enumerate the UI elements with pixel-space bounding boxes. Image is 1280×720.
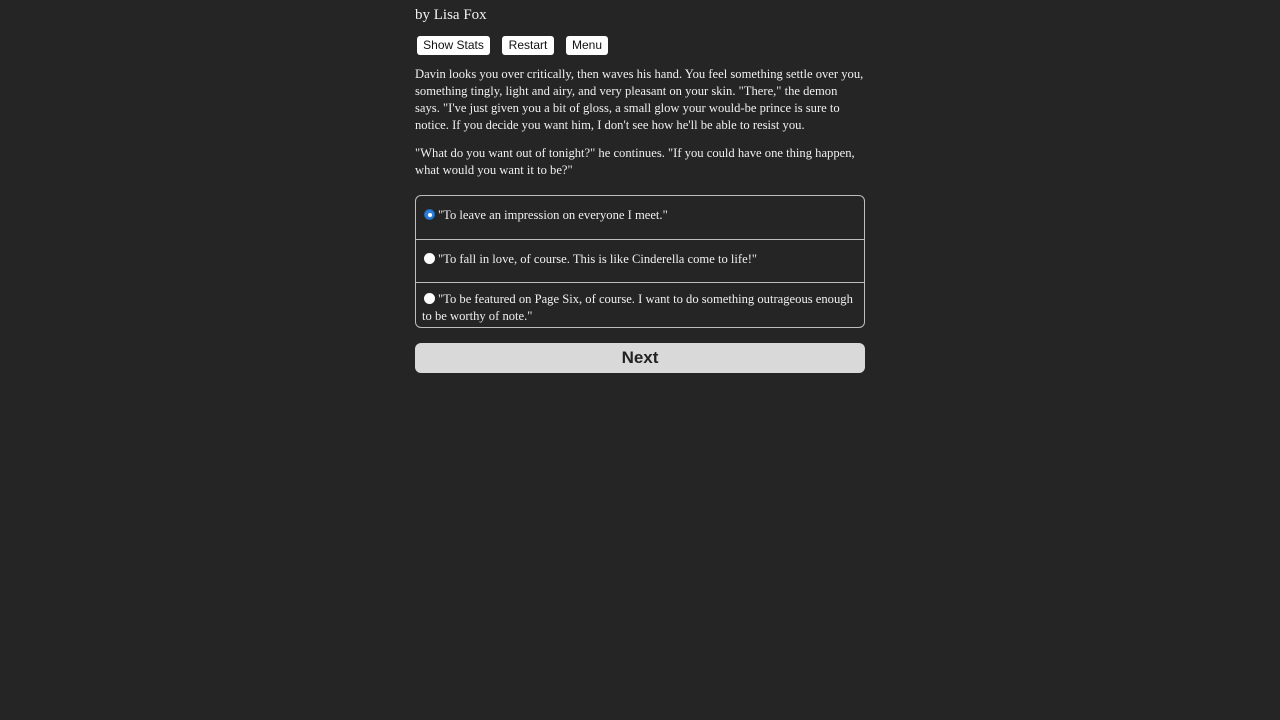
choice-label: "To leave an impression on everyone I meet." (438, 208, 668, 222)
story-paragraph: Davin looks you over critically, then waves his hand. You feel something settle over you, something tingly, light and airy, and very pleasant on your skin. "There," the demon says. "I've just given you a bit of gloss, a small glow your would-be prince is sure to notice. If you decide you want him, I don't see how he'll be able to resist you. (415, 67, 864, 132)
story-paragraph: "What do you want out of tonight?" he continues. "If you could have one thing happen, what would you want it to be?" (415, 146, 855, 177)
choice-option-fall-in-love[interactable] (416, 239, 864, 282)
next-button[interactable]: Next (415, 343, 865, 373)
choice-label: "To fall in love, of course. This is like Cinderella come to life!" (438, 252, 758, 266)
choice-option-page-six[interactable] (416, 282, 864, 327)
choice-label: "To be featured on Page Six, of course. I want to do something outrageous enough to be worthy of note." (422, 292, 853, 323)
choice-list (415, 195, 865, 328)
menu-button[interactable]: Menu (566, 36, 608, 55)
author-byline: by Lisa Fox (415, 7, 487, 23)
radio-unselected-icon[interactable] (424, 293, 435, 304)
radio-unselected-icon[interactable] (424, 253, 435, 264)
show-stats-button[interactable]: Show Stats (417, 36, 490, 55)
radio-selected-icon[interactable] (424, 209, 435, 220)
restart-button[interactable]: Restart (502, 36, 554, 55)
choice-option-impression[interactable] (416, 196, 864, 239)
story-text (415, 66, 865, 190)
